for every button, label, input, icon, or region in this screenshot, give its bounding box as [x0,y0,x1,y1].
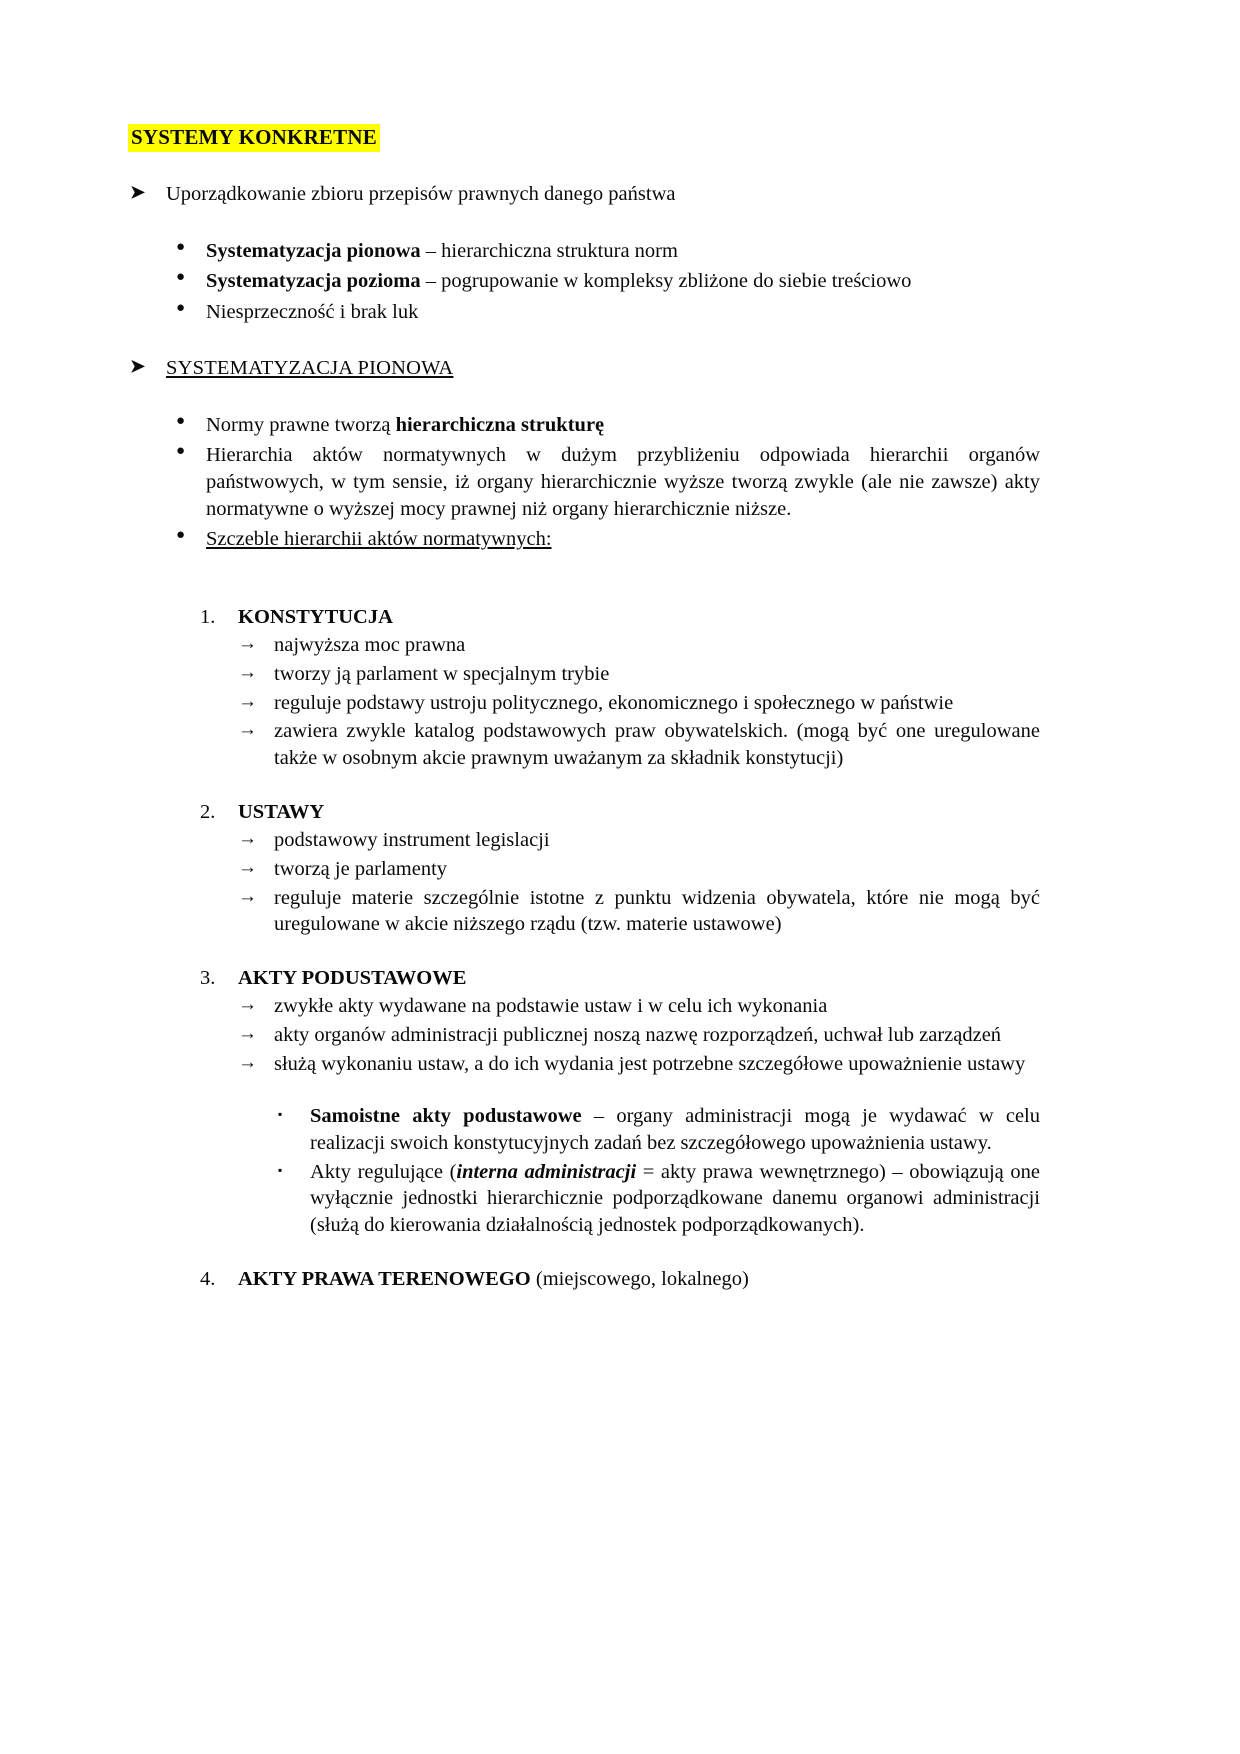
sub-list-item [128,1103,1040,1156]
bullet-round-icon: ● [176,527,186,544]
arrow-sub-icon: → [238,662,257,684]
arrow-sub-icon: → [238,719,257,741]
list-item-text: Hierarchia aktów normatywnych w dużym przybliżeniu odpowiada hierarchii organów państwowych, w tym sensie, iż organy hierarchicznie wyższe tworzą zwykle (ale nie zawsze) akty normatywne o wyższej mocy prawnej niż organy hierarchicznie niższe. [206,444,1040,520]
level-number: 3. [200,966,216,989]
bullet-square-icon: ▪ [278,1162,283,1177]
level-number: 4. [200,1267,216,1290]
level-detail [128,690,1040,717]
level-detail-text: reguluje podstawy ustroju politycznego, ekonomicznego i społecznego w państwie [274,691,954,714]
level-heading [128,605,1040,631]
level-detail-text: akty organów administracji publicznej noszą nazwę rozporządzeń, uchwał lub zarządzeń [274,1024,1002,1047]
level-heading [128,800,1040,826]
level-detail-text: tworzą je parlamenty [274,857,448,880]
level-detail [128,885,1040,938]
arrow-sub-icon: → [238,1023,257,1045]
sub-bullet-list [128,1103,1040,1238]
list-item [128,412,1040,439]
bullet-round-icon: ● [176,238,186,255]
arrow-right-icon: ➤ [130,182,146,202]
list-item [128,299,1040,326]
level-item [128,966,1040,1239]
level-detail-text: podstawowy instrument legislacji [274,829,550,852]
list-item-underlined [128,526,1040,553]
list-item-text: Normy prawne tworzą [206,413,396,436]
list-item-bold: Systematyzacja pozioma [206,270,421,293]
level-title: KONSTYTUCJA [238,605,393,628]
level-heading [128,966,1040,992]
level-detail-text: reguluje materie szczególnie istotne z punktu widzenia obywatela, które nie mogą być uregulowane w akcie niższego rządu (tzw. materie ustawowe) [274,886,1040,936]
arrow-sub-icon: → [238,1051,257,1073]
sub-list-item-text: = akty prawa wewnętrznego) – obowiązują one wyłącznie jednostki hierarchicznie podporządkowane danemu organowi administracji (służą do kierowania działalnością jednostek podporządkowanych). [310,1160,1040,1236]
level-detail [128,718,1040,771]
list-item [128,268,1040,295]
level-detail-text: zwykłe akty wydawane na podstawie ustaw i w celu ich wykonania [274,995,828,1018]
sub-list-item-bold: Samoistne akty podustawowe [310,1105,582,1128]
list-item-text: – hierarchiczna struktura norm [420,239,678,262]
level-detail [128,632,1040,659]
level-detail-text: tworzy ją parlament w specjalnym trybie [274,663,610,686]
level-detail-text: najwyższa moc prawna [274,634,466,657]
document-content [128,124,1040,1320]
list-item [128,442,1040,522]
lead-text: Uporządkowanie zbioru przepisów prawnych danego państwa [166,183,676,205]
level-detail [128,661,1040,688]
sub-list-item-text: – organy administracji mogą je wydawać w celu realizacji swoich konstytucyjnych zadań bez szczegółowego upoważnienia ustawy. [310,1105,1040,1154]
level-item [128,800,1040,938]
arrow-sub-icon: → [238,885,257,907]
sub-list-item-italic: interna administracji [456,1160,637,1183]
lead-arrow-item [128,182,1040,208]
level-item [128,1267,1040,1293]
arrow-sub-icon: → [238,828,257,850]
level-detail [128,856,1040,883]
bullet-round-icon: ● [176,443,186,460]
level-number: 2. [200,800,216,823]
arrow-sub-icon: → [238,856,257,878]
section-heading-arrow-item [128,356,1040,382]
section-bullet-list [128,412,1040,553]
bullet-round-icon: ● [176,412,186,429]
sub-list-item [128,1159,1040,1239]
bullet-round-icon: ● [176,269,186,286]
level-title-suffix: (miejscowego, lokalnego) [530,1267,749,1290]
level-title: AKTY PODUSTAWOWE [238,966,467,989]
level-detail [128,1022,1040,1049]
page-title: SYSTEMY KONKRETNE [128,124,380,152]
level-title: AKTY PRAWA TERENOWEGO [238,1267,531,1290]
list-item-text: Niesprzeczność i brak luk [206,301,419,324]
list-item-text: – pogrupowanie w kompleksy zbliżone do siebie treściowo [420,270,912,293]
level-item [128,605,1040,772]
list-item-bold: Systematyzacja pionowa [206,239,421,262]
level-heading [128,1267,1040,1293]
level-number: 1. [200,605,216,628]
level-detail [128,827,1040,854]
hierarchy-levels-list [128,605,1040,1292]
level-title: USTAWY [238,800,325,823]
level-detail [128,1051,1040,1078]
list-item [128,238,1040,265]
level-detail-text: zawiera zwykle katalog podstawowych praw obywatelskich. (mogą być one uregulowane także w osobnym akcie prawnym uważanym za składnik konstytucji) [274,720,1040,769]
arrow-right-icon: ➤ [130,355,146,376]
intro-bullet-list [128,238,1040,326]
arrow-sub-icon: → [238,994,257,1016]
bullet-round-icon: ● [176,300,186,317]
arrow-sub-icon: → [238,690,257,712]
section-heading: SYSTEMATYZACJA PIONOWA [166,356,454,379]
level-detail [128,993,1040,1020]
list-item-bold: hierarchiczna strukturę [395,413,605,436]
sub-list-item-bold: Akty regulujące ( [310,1160,457,1183]
list-item-text: Szczeble hierarchii aktów normatywnych: [206,528,552,551]
level-detail-text: służą wykonaniu ustaw, a do ich wydania jest potrzebne szczegółowe upoważnienie ustawy [274,1052,1026,1075]
bullet-square-icon: ▪ [278,1107,283,1122]
arrow-sub-icon: → [238,633,257,655]
